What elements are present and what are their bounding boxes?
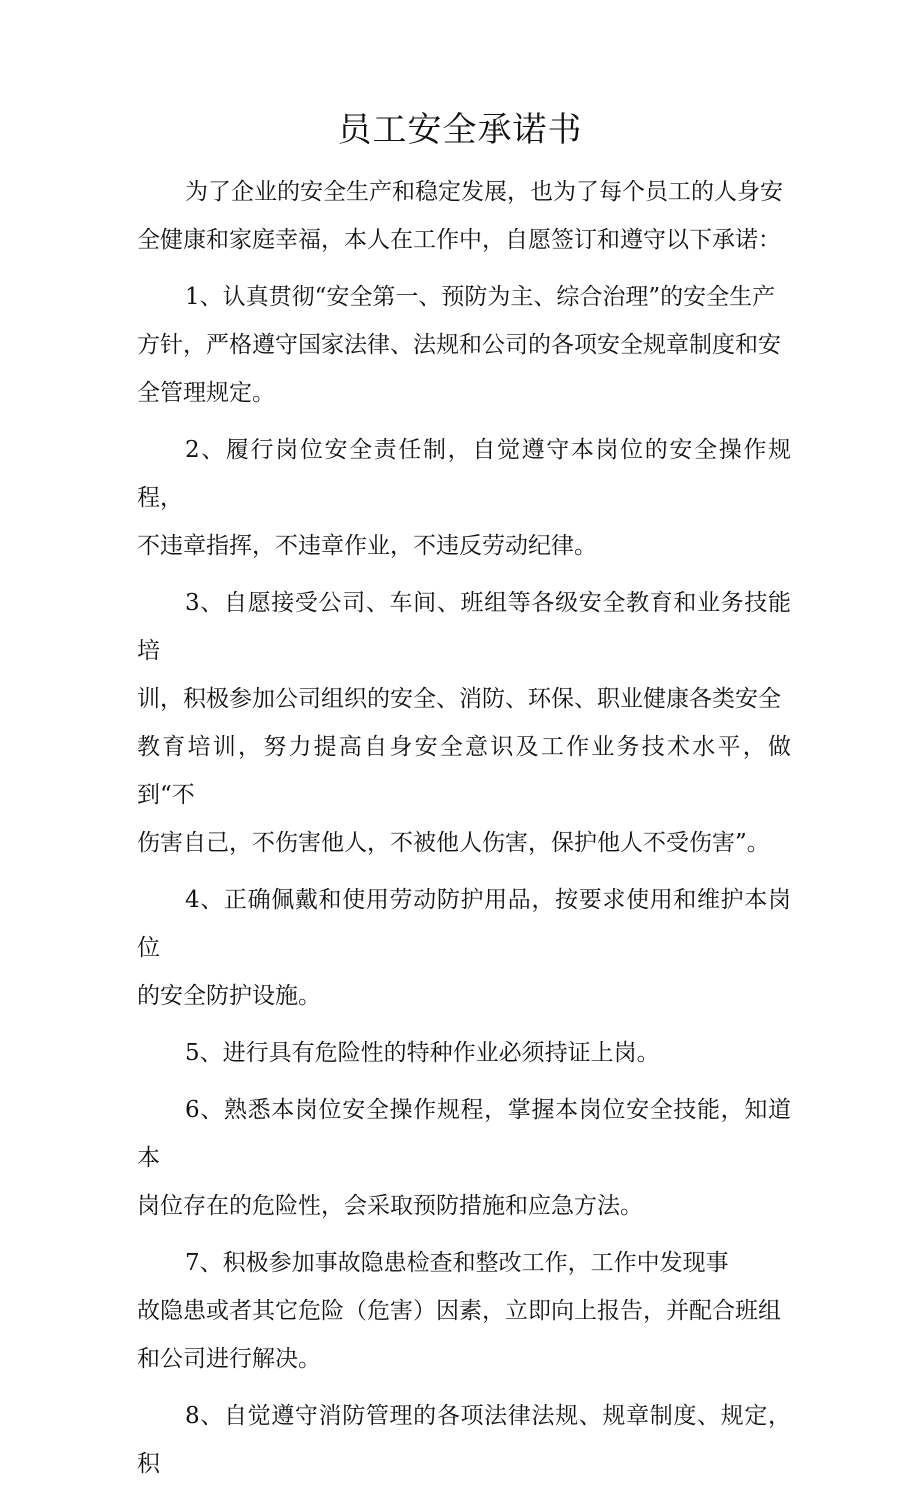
paragraph-line: 和公司进行解决。	[137, 1346, 321, 1372]
paragraph-line: 全管理规定。	[137, 380, 275, 406]
paragraph-line: 为了企业的安全生产和稳定发展，也为了每个员工的人身安	[185, 179, 783, 205]
paragraph-line: 不违章指挥，不违章作业，不违反劳动纪律。	[137, 533, 597, 559]
paragraph-item-5	[137, 1029, 791, 1077]
paragraph-item-7	[137, 1239, 791, 1383]
paragraph-item-2	[137, 426, 791, 570]
paragraph-item-1	[137, 273, 791, 417]
paragraph-line: 方针，严格遵守国家法律、法规和公司的各项安全规章制度和安	[137, 332, 781, 358]
paragraph-line: 8、自觉遵守消防管理的各项法律法规、规章制度、规定，积	[137, 1403, 791, 1477]
paragraph-line: 故隐患或者其它危险（危害）因素，立即向上报告，并配合班组	[137, 1298, 781, 1324]
paragraph-line: 教育培训，努力提高自身安全意识及工作业务技术水平，做到“不	[137, 734, 791, 808]
paragraph-line: 7、积极参加事故隐患检查和整改工作，工作中发现事	[185, 1250, 729, 1276]
paragraph-line: 4、正确佩戴和使用劳动防护用品，按要求使用和维护本岗位	[137, 887, 791, 961]
paragraph-line: 训，积极参加公司组织的安全、消防、环保、职业健康各类安全	[137, 686, 781, 712]
paragraph-line: 5、进行具有危险性的特种作业必须持证上岗。	[185, 1040, 660, 1066]
document-body	[137, 168, 791, 1497]
paragraph-item-8	[137, 1392, 791, 1488]
paragraph-line: 伤害自己，不伤害他人，不被他人伤害，保护他人不受伤害”。	[137, 830, 770, 856]
paragraph-line: 3、自愿接受公司、车间、班组等各级安全教育和业务技能培	[137, 590, 791, 664]
paragraph-line: 6、熟悉本岗位安全操作规程，掌握本岗位安全技能，知道本	[137, 1097, 791, 1171]
paragraph-item-3	[137, 579, 791, 867]
document-title: 员工安全承诺书	[337, 110, 583, 150]
paragraph-item-4	[137, 876, 791, 1020]
paragraph-line: 岗位存在的危险性，会采取预防措施和应急方法。	[137, 1193, 643, 1219]
paragraph-item-6	[137, 1086, 791, 1230]
paragraph-intro	[137, 168, 791, 264]
paragraph-line: 1、认真贯彻“安全第一、预防为主、综合治理”的安全生产	[185, 284, 776, 310]
paragraph-line: 全健康和家庭幸福，本人在工作中，自愿签订和遵守以下承诺：	[137, 227, 781, 253]
paragraph-line: 2、履行岗位安全责任制，自觉遵守本岗位的安全操作规程，	[137, 437, 791, 511]
paragraph-line: 的安全防护设施。	[137, 983, 321, 1009]
